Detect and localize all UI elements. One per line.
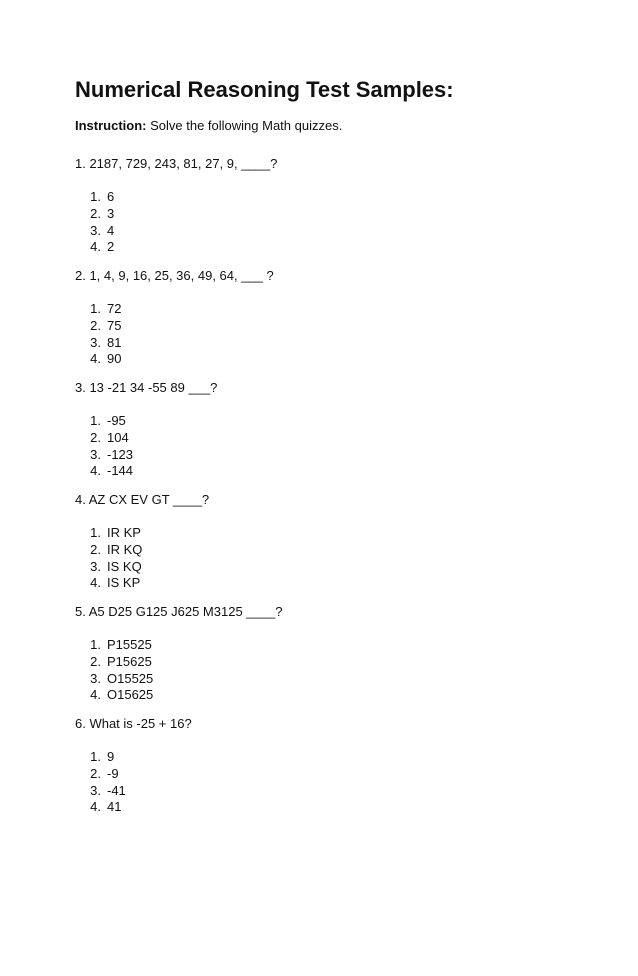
option-item	[75, 430, 133, 447]
option-number: 4.	[90, 463, 101, 479]
option-number: 2.	[90, 765, 101, 781]
option-item	[75, 525, 142, 542]
option-item	[75, 542, 142, 559]
option-number: 1.	[90, 189, 101, 204]
option-item	[75, 783, 126, 800]
option-number: 3.	[90, 782, 101, 798]
question-4: 4. AZ CX EV GT ____?	[75, 492, 210, 507]
option-number: 4.	[90, 575, 101, 591]
option-item	[75, 335, 121, 352]
option-text: -41	[107, 782, 126, 798]
option-number: 2.	[90, 653, 101, 669]
option-text: 2	[107, 239, 115, 255]
option-number: 2.	[90, 205, 101, 221]
option-text: 104	[107, 429, 129, 445]
question-3-options	[75, 413, 133, 480]
question-6: 6. What is -25 + 16?	[75, 716, 192, 731]
option-number: 1.	[90, 749, 101, 764]
option-text: 9	[107, 749, 115, 764]
option-text: 75	[107, 317, 122, 333]
option-number: 2.	[90, 541, 101, 557]
option-number: 1.	[90, 413, 101, 428]
option-text: IR KQ	[107, 541, 143, 557]
option-number: 4.	[90, 687, 101, 703]
instruction-text: Solve the following Math quizzes.	[146, 118, 343, 133]
option-number: 4.	[90, 239, 101, 255]
option-number: 1.	[90, 301, 101, 316]
option-number: 4.	[90, 799, 101, 815]
instruction-label: Instruction:	[75, 118, 147, 133]
question-2: 2. 1, 4, 9, 16, 25, 36, 49, 64, ___ ?	[75, 268, 274, 283]
option-number: 3.	[90, 334, 101, 350]
option-text: 4	[107, 222, 115, 238]
option-text: 41	[107, 799, 122, 815]
option-text: 81	[107, 334, 122, 350]
option-item	[75, 239, 114, 256]
question-2-options	[75, 301, 121, 368]
option-number: 1.	[90, 525, 101, 540]
option-number: 1.	[90, 637, 101, 652]
option-item	[75, 351, 121, 368]
option-text: IS KP	[107, 575, 141, 591]
option-item	[75, 766, 126, 783]
option-number: 3.	[90, 558, 101, 574]
page-title: Numerical Reasoning Test Samples:	[75, 77, 454, 102]
option-text: IR KP	[107, 525, 141, 540]
option-item	[75, 799, 126, 816]
option-text: P15525	[107, 637, 152, 652]
option-number: 2.	[90, 429, 101, 445]
question-4-options	[75, 525, 142, 592]
option-number: 3.	[90, 222, 101, 238]
option-item	[75, 413, 133, 430]
option-item	[75, 223, 114, 240]
option-item	[75, 671, 153, 688]
question-1: 1. 2187, 729, 243, 81, 27, 9, ____?	[75, 156, 278, 171]
option-text: 90	[107, 351, 122, 367]
option-item	[75, 654, 153, 671]
instruction-line	[75, 118, 342, 134]
option-text: -9	[107, 765, 119, 781]
option-item	[75, 749, 126, 766]
option-item	[75, 447, 133, 464]
option-item	[75, 575, 142, 592]
option-text: O15525	[107, 670, 154, 686]
option-number: 3.	[90, 446, 101, 462]
question-1-options	[75, 189, 114, 256]
option-text: P15625	[107, 653, 152, 669]
option-item	[75, 463, 133, 480]
option-text: IS KQ	[107, 558, 142, 574]
option-item	[75, 206, 114, 223]
option-item	[75, 637, 153, 654]
option-item	[75, 559, 142, 576]
option-text: O15625	[107, 687, 154, 703]
option-text: 6	[107, 189, 115, 204]
question-5-options	[75, 637, 153, 704]
option-item	[75, 318, 121, 335]
question-3: 3. 13 -21 34 -55 89 ___?	[75, 380, 218, 395]
option-item	[75, 687, 153, 704]
option-text: -95	[107, 413, 126, 428]
option-item	[75, 301, 121, 318]
option-number: 3.	[90, 670, 101, 686]
question-6-options	[75, 749, 126, 816]
option-text: 72	[107, 301, 122, 316]
option-number: 2.	[90, 317, 101, 333]
option-text: 3	[107, 205, 115, 221]
question-5: 5. A5 D25 G125 J625 M3125 ____?	[75, 604, 283, 619]
option-item	[75, 189, 114, 206]
option-text: -144	[107, 463, 134, 479]
option-number: 4.	[90, 351, 101, 367]
option-text: -123	[107, 446, 134, 462]
